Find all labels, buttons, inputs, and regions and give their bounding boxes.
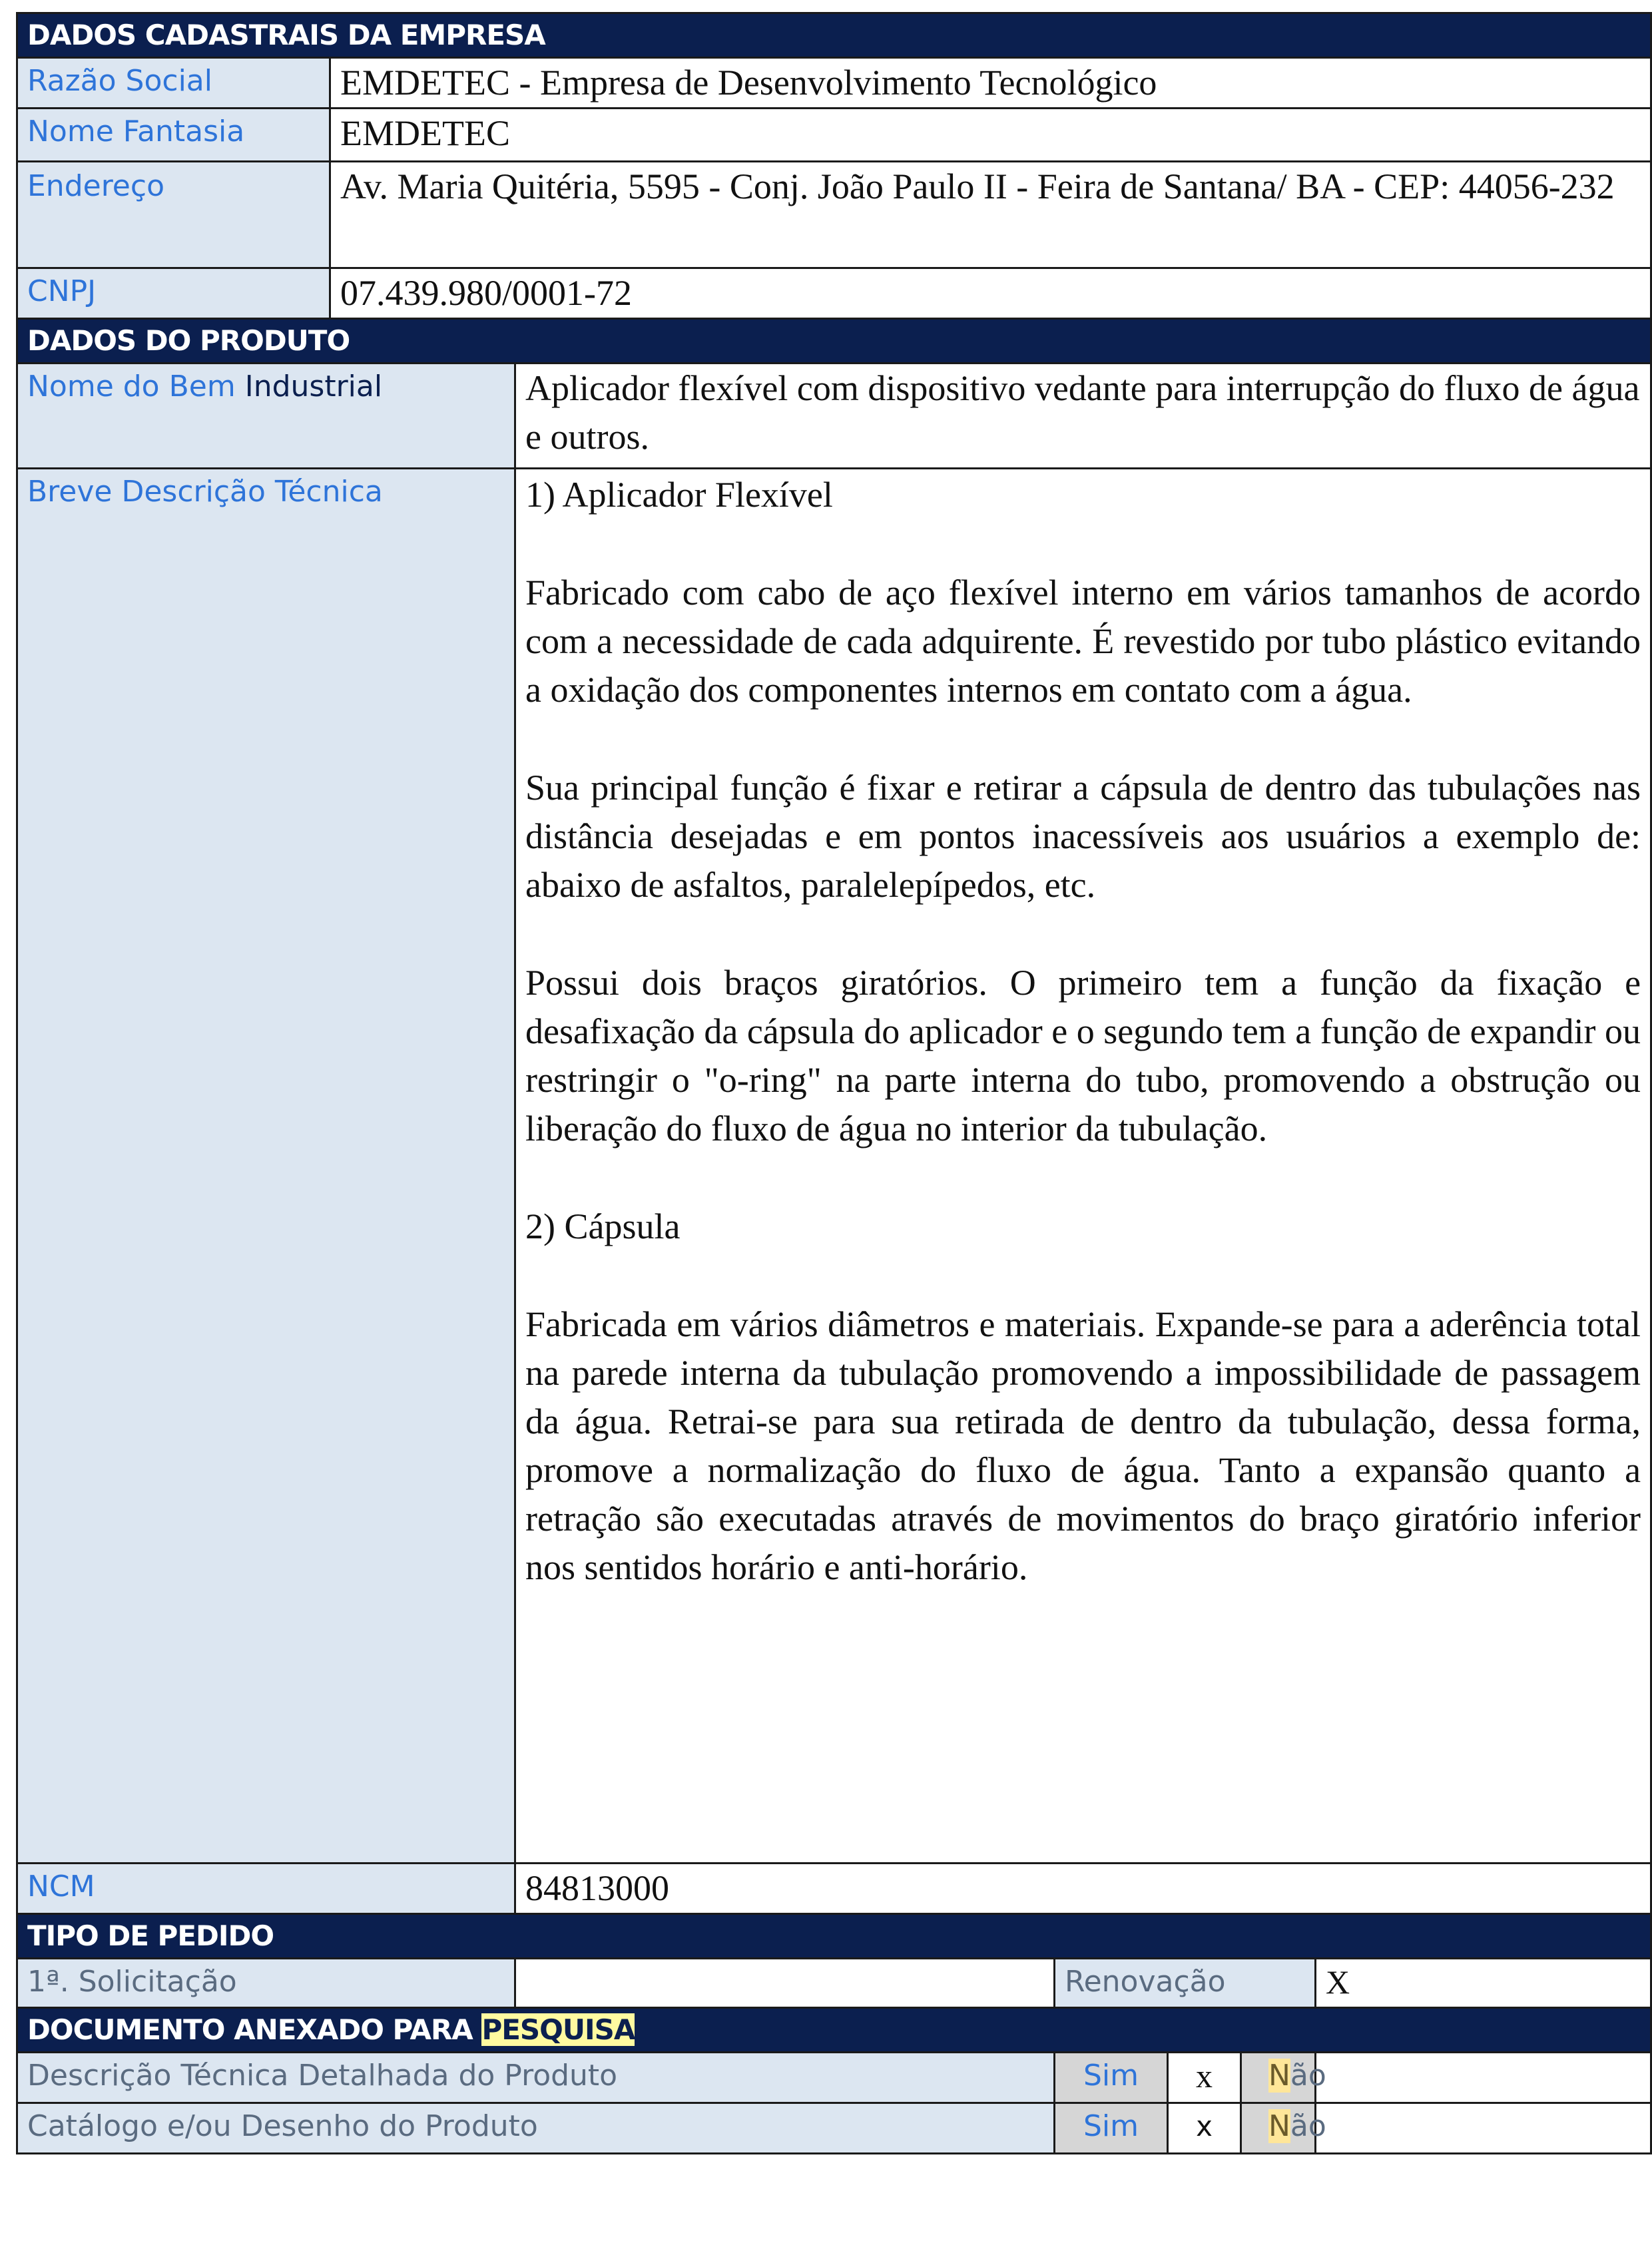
nao-checkbox[interactable] <box>1316 2053 1651 2103</box>
nao-label <box>1241 2103 1326 2154</box>
form-sheet <box>16 12 1650 2154</box>
registration-form <box>16 12 1652 2154</box>
razao-social-value: EMDETEC - Empresa de Desenvolvimento Tecnológico <box>330 58 1651 109</box>
descricao-paragraph: 2) Cápsula <box>525 1206 681 1246</box>
anexo-header-highlight: PESQUISA <box>481 2013 635 2046</box>
sim-label: Sim <box>1055 2053 1168 2103</box>
row-anexo-descricao <box>17 2053 1651 2103</box>
primeira-solicitacao-label: 1ª. Solicitação <box>17 1959 515 2008</box>
nao-label-highlight: N <box>1268 2109 1290 2143</box>
nome-bem-label-part2: Industrial <box>244 370 383 403</box>
primeira-solicitacao-field[interactable] <box>515 1959 1055 2008</box>
section-title <box>17 2008 1651 2053</box>
row-ncm <box>17 1864 1651 1914</box>
ncm-label: NCM <box>17 1864 515 1914</box>
descricao-value <box>515 469 1651 1864</box>
endereco-value: Av. Maria Quitéria, 5595 - Conj. João Paulo II - Feira de Santana/ BA - CEP: 44056-232 <box>330 162 1651 268</box>
section-header-anexo <box>17 2008 1651 2053</box>
anexo-header-prefix: DOCUMENTO ANEXADO PARA <box>27 2013 482 2046</box>
descricao-paragraph: Fabricada em vários diâmetros e materiais. Expande-se para a aderência total na parede interna da tubulação promovendo a impossibilidade de passagem da água. Retrai-se para sua retirada de dentro da tubulação, dessa forma, promove a normalização do fluxo de água. Tanto a expansão quanto a retração são executadas através de movimentos do braço giratório inferior nos sentidos horário e anti-horário. <box>525 1304 1641 1587</box>
nome-bem-label-part1: Nome do Bem <box>27 370 236 403</box>
nome-bem-label <box>17 364 515 469</box>
section-title: DADOS CADASTRAIS DA EMPRESA <box>17 13 1651 58</box>
section-header-pedido <box>17 1914 1651 1959</box>
nome-fantasia-value: EMDETEC <box>330 109 1651 162</box>
section-header-produto <box>17 319 1651 364</box>
row-cnpj <box>17 268 1651 319</box>
anexo-item-label: Descrição Técnica Detalhada do Produto <box>17 2053 1055 2103</box>
nao-checkbox[interactable] <box>1316 2103 1651 2154</box>
endereco-label: Endereço <box>17 162 330 268</box>
nome-bem-value: Aplicador flexível com dispositivo vedante para interrupção do fluxo de água e outros. <box>515 364 1651 469</box>
ncm-value: 84813000 <box>515 1864 1651 1914</box>
row-descricao <box>17 469 1651 1864</box>
nao-label-highlight: N <box>1268 2059 1290 2093</box>
razao-social-label: Razão Social <box>17 58 330 109</box>
row-razao-social <box>17 58 1651 109</box>
row-endereco <box>17 162 1651 268</box>
row-nome-fantasia <box>17 109 1651 162</box>
descricao-paragraph: 1) Aplicador Flexível <box>525 475 833 515</box>
renovacao-field[interactable]: X <box>1316 1959 1651 2008</box>
cnpj-label: CNPJ <box>17 268 330 319</box>
nao-label-rest: ão <box>1290 2059 1326 2093</box>
section-title: DADOS DO PRODUTO <box>17 319 1651 364</box>
nao-label <box>1241 2053 1326 2103</box>
nome-fantasia-label: Nome Fantasia <box>17 109 330 162</box>
row-nome-bem <box>17 364 1651 469</box>
section-title: TIPO DE PEDIDO <box>17 1914 1651 1959</box>
descricao-paragraph: Sua principal função é fixar e retirar a cápsula de dentro das tubulações nas distância desejadas e em pontos inacessíveis aos usuários a exemplo de: abaixo de asfaltos, paralelepípedos, etc. <box>525 768 1641 905</box>
sim-checkbox[interactable]: x <box>1168 2103 1241 2154</box>
renovacao-label: Renovação <box>1055 1959 1316 2008</box>
sim-checkbox[interactable]: x <box>1168 2053 1241 2103</box>
descricao-paragraph: Fabricado com cabo de aço flexível interno em vários tamanhos de acordo com a necessidade de cada adquirente. É revestido por tubo plástico evitando a oxidação dos componentes internos em contato com a água. <box>525 573 1641 710</box>
nao-label-rest: ão <box>1290 2109 1326 2143</box>
section-header-empresa <box>17 13 1651 58</box>
anexo-item-label: Catálogo e/ou Desenho do Produto <box>17 2103 1055 2154</box>
descricao-label: Breve Descrição Técnica <box>17 469 515 1864</box>
cnpj-value: 07.439.980/0001-72 <box>330 268 1651 319</box>
row-anexo-catalogo <box>17 2103 1651 2154</box>
descricao-paragraph: Possui dois braços giratórios. O primeiro tem a função da fixação e desafixação da cápsula do aplicador e o segundo tem a função de expandir ou restringir o "o-ring" na parte interna do tubo, promovendo a obstrução ou liberação do fluxo de água no interior da tubulação. <box>525 963 1641 1148</box>
row-tipo-pedido <box>17 1959 1651 2008</box>
sim-label: Sim <box>1055 2103 1168 2154</box>
